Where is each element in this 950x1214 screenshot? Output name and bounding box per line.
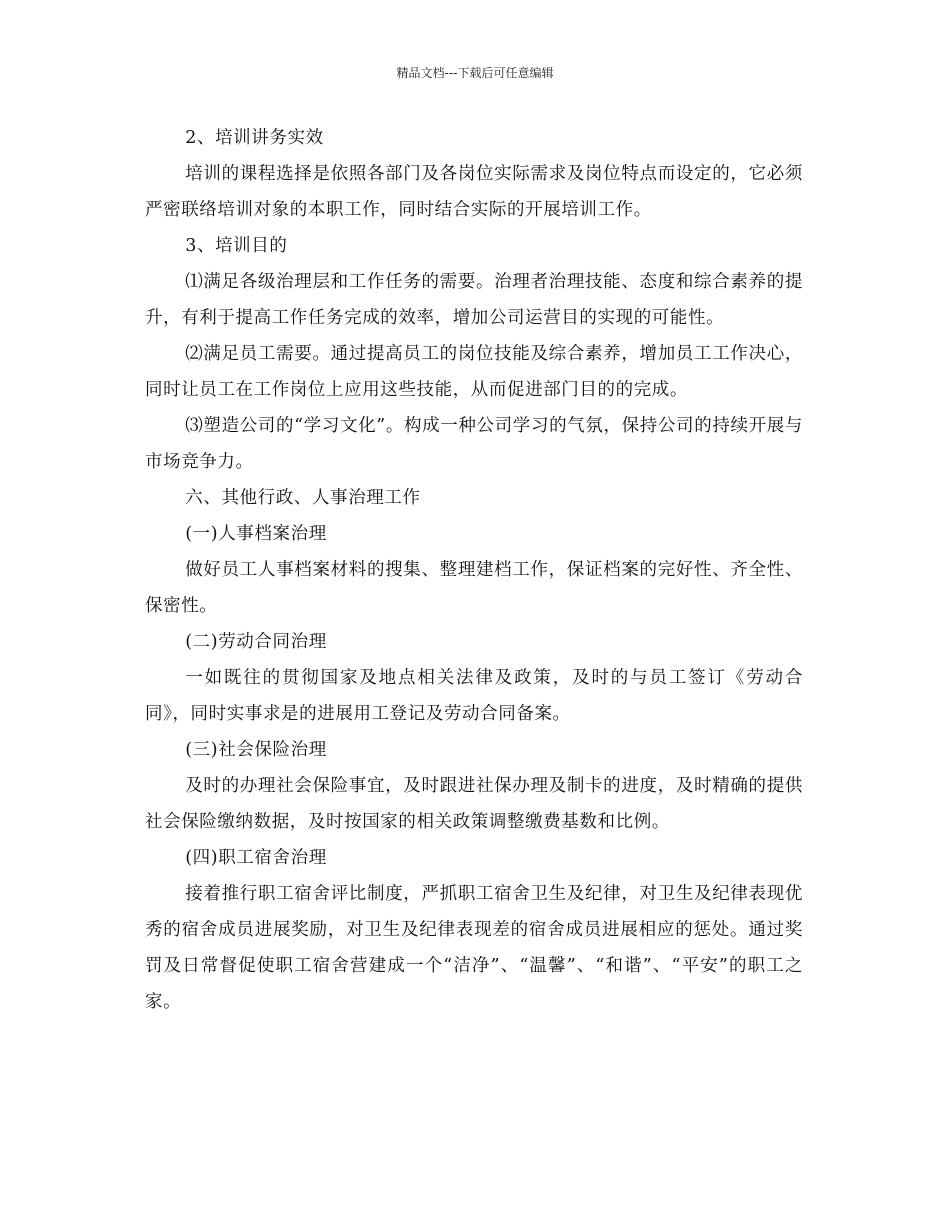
paragraph-personnel-files: 做好员工人事档案材料的搜集、整理建档工作，保证档案的完好性、齐全性、保密性。	[145, 560, 803, 616]
paragraph-social-insurance: 及时的办理社会保险事宜，及时跟进社保办理及制卡的进度，及时精确的提供社会保险缴纳数据，及时按国家的相关政策调整缴费基数和比例。	[145, 776, 803, 832]
paragraph-purpose-1: ⑴满足各级治理层和工作任务的需要。治理者治理技能、态度和综合素养的提升，有利于提高工作任务完成的效率，增加公司运营目的实现的可能性。	[145, 272, 803, 328]
paragraph-course-selection: 培训的课程选择是依照各部门及各岗位实际需求及岗位特点而设定的，它必须严密联络培训对象的本职工作，同时结合实际的开展培训工作。	[145, 164, 803, 220]
paragraph-labor-contracts: 一如既往的贯彻国家及地点相关法律及政策，及时的与员工签订《劳动合同》，同时实事求是的进展用工登记及劳动合同备案。	[145, 668, 803, 724]
heading-social-insurance: (三)社会保险治理	[185, 740, 327, 760]
paragraph-dormitory: 接着推行职工宿舍评比制度，严抓职工宿舍卫生及纪律，对卫生及纪律表现优秀的宿舍成员进展奖励，对卫生及纪律表现差的宿舍成员进展相应的惩处。通过奖罚及日常督促使职工宿舍营建成一个“洁净”、“温馨”、“和谐”、“平安”的职工之家。	[145, 884, 803, 1012]
heading-personnel-files: (一)人事档案治理	[185, 524, 327, 544]
heading-labor-contracts: (二)劳动合同治理	[185, 632, 327, 652]
paragraph-purpose-2: ⑵满足员工需要。通过提高员工的岗位技能及综合素养，增加员工工作决心，同时让员工在工作岗位上应用这些技能，从而促进部门目的的完成。	[145, 344, 803, 400]
heading-training-purpose: 3、培训目的	[185, 236, 288, 256]
paragraph-purpose-3: ⑶塑造公司的“学习文化”。构成一种公司学习的气氛，保持公司的持续开展与市场竞争力。	[145, 416, 803, 472]
document-body	[145, 120, 803, 1020]
page-header: 精品文档---下载后可任意编辑	[396, 66, 554, 80]
heading-training-effectiveness: 2、培训讲务实效	[185, 128, 324, 148]
heading-dormitory: (四)职工宿舍治理	[185, 848, 327, 868]
heading-other-admin-work: 六、其他行政、人事治理工作	[185, 488, 421, 508]
